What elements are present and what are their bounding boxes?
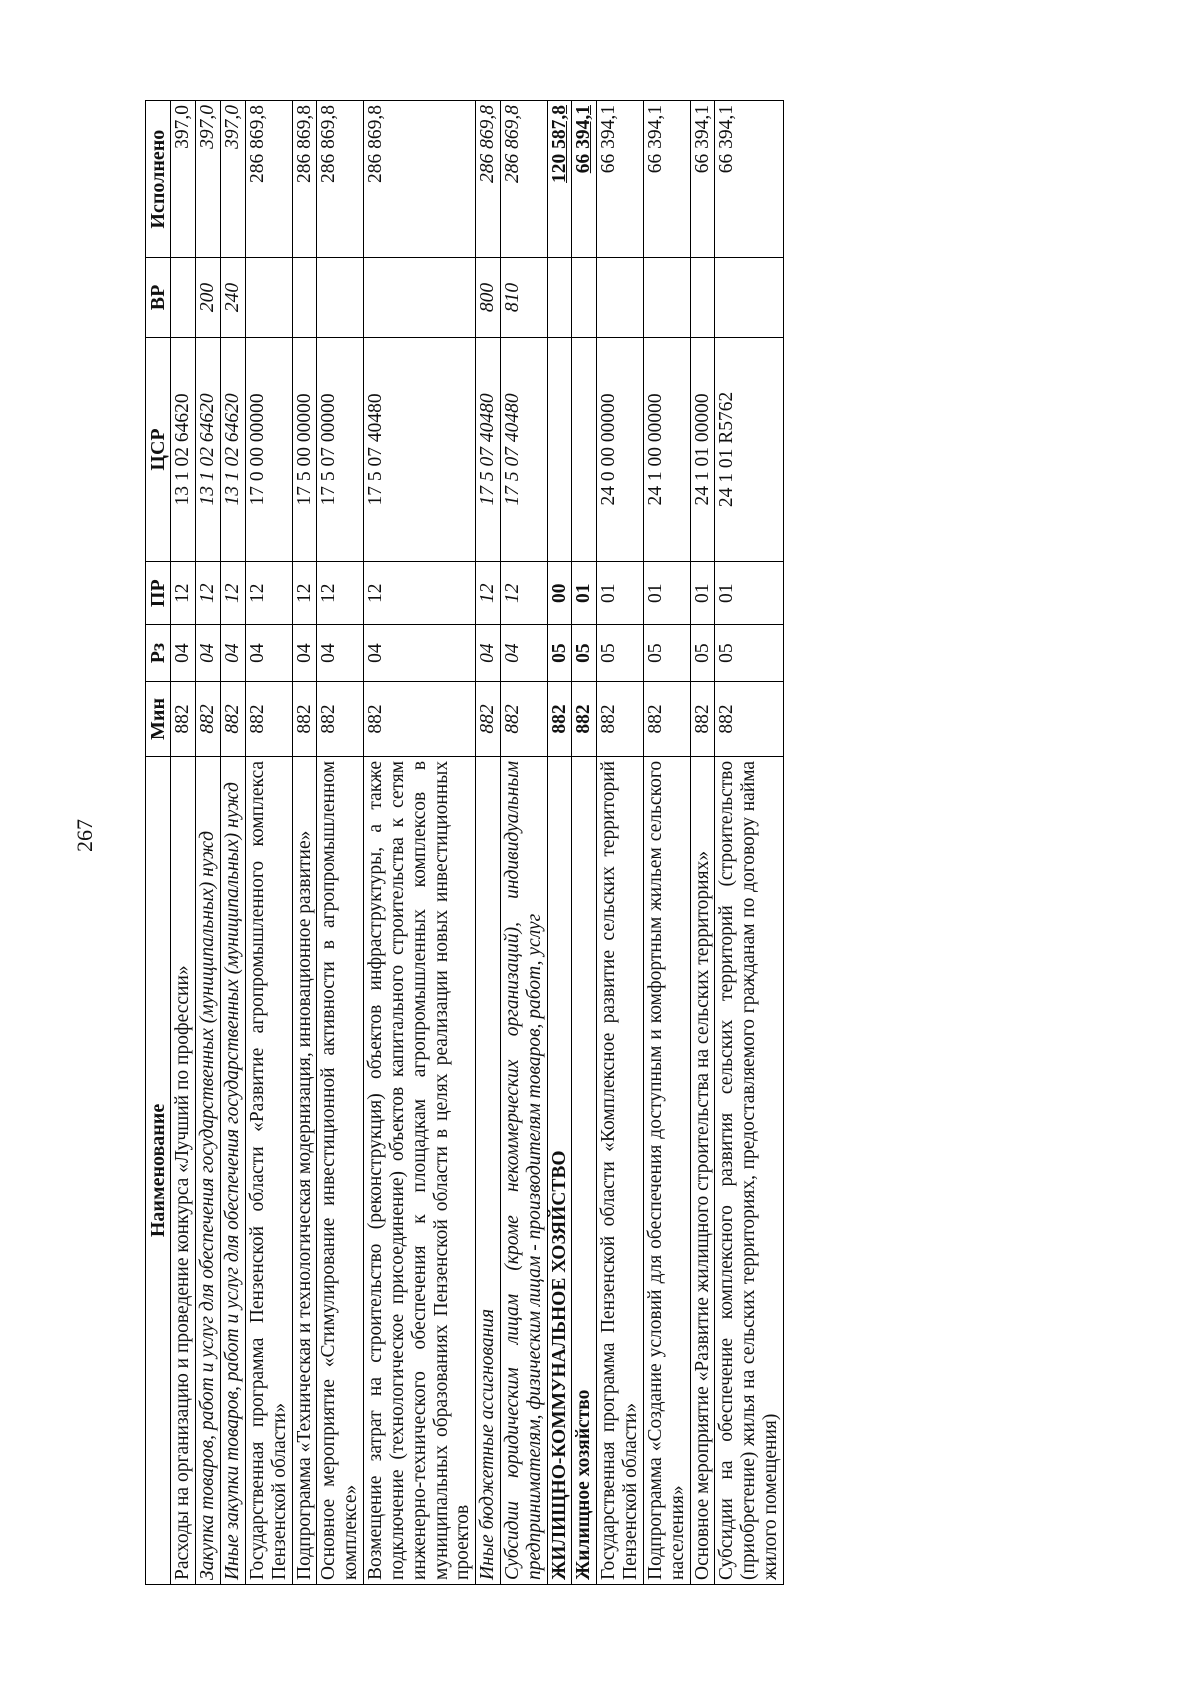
row-name: Государственная программа Пензенской области «Комплексное развитие сельских территорий Пензенской области» bbox=[597, 756, 644, 1584]
row-pr: 12 bbox=[196, 562, 221, 625]
row-vr: 800 bbox=[476, 258, 501, 337]
row-csr: 17 0 00 00000 bbox=[245, 337, 292, 562]
row-rz: 04 bbox=[196, 625, 221, 682]
row-amount: 286 869,8 bbox=[292, 101, 317, 258]
row-vr bbox=[364, 258, 476, 337]
budget-table bbox=[145, 100, 784, 1585]
row-min: 882 bbox=[597, 682, 644, 757]
row-name: Подпрограмма «Создание условий для обеспечения доступным и комфортным жильем сельского населения» bbox=[643, 756, 690, 1584]
row-rz: 05 bbox=[643, 625, 690, 682]
table-row bbox=[245, 101, 292, 1585]
row-vr bbox=[715, 258, 783, 337]
row-min: 882 bbox=[292, 682, 317, 757]
row-pr: 12 bbox=[245, 562, 292, 625]
row-min: 882 bbox=[572, 682, 597, 757]
row-pr: 00 bbox=[547, 562, 572, 625]
row-rz: 04 bbox=[171, 625, 196, 682]
header-pr: ПР bbox=[146, 562, 171, 625]
table-row bbox=[597, 101, 644, 1585]
row-pr: 12 bbox=[476, 562, 501, 625]
header-min: Мин bbox=[146, 682, 171, 757]
row-name: Возмещение затрат на строительство (реконструкция) объектов инфраструктуры, а также подключение (технологическое присоединение) объектов капитального строительства к сетям инженерно-технического обеспечения к площадкам агропромышленных комплексов в муниципальных образованиях Пензенской области в целях реализации новых инвестиционных проектов bbox=[364, 756, 476, 1584]
row-min: 882 bbox=[171, 682, 196, 757]
row-pr: 12 bbox=[500, 562, 547, 625]
row-pr: 01 bbox=[715, 562, 783, 625]
row-csr: 24 1 01 R5762 bbox=[715, 337, 783, 562]
row-vr bbox=[547, 258, 572, 337]
row-name: Основное мероприятие «Развитие жилищного строительства на сельских территориях» bbox=[690, 756, 715, 1584]
row-amount: 397,0 bbox=[221, 101, 246, 258]
row-min: 882 bbox=[547, 682, 572, 757]
row-rz: 05 bbox=[547, 625, 572, 682]
table-row-subsection bbox=[572, 101, 597, 1585]
row-vr bbox=[690, 258, 715, 337]
row-min: 882 bbox=[643, 682, 690, 757]
row-min: 882 bbox=[245, 682, 292, 757]
row-pr: 12 bbox=[171, 562, 196, 625]
rotated-table-container bbox=[145, 100, 1075, 1585]
row-csr: 17 5 07 40480 bbox=[500, 337, 547, 562]
row-csr: 17 5 07 40480 bbox=[476, 337, 501, 562]
table-row bbox=[196, 101, 221, 1585]
row-vr bbox=[292, 258, 317, 337]
row-name: Государственная программа Пензенской области «Развитие агропромышленного комплекса Пензенской области» bbox=[245, 756, 292, 1584]
row-amount: 286 869,8 bbox=[364, 101, 476, 258]
table-row bbox=[715, 101, 783, 1585]
row-min: 882 bbox=[690, 682, 715, 757]
row-amount: 66 394,1 bbox=[572, 101, 597, 258]
row-csr: 24 1 00 00000 bbox=[643, 337, 690, 562]
row-amount: 66 394,1 bbox=[715, 101, 783, 258]
table-row bbox=[317, 101, 364, 1585]
row-rz: 04 bbox=[245, 625, 292, 682]
table-row bbox=[364, 101, 476, 1585]
row-rz: 04 bbox=[292, 625, 317, 682]
table-row bbox=[643, 101, 690, 1585]
row-vr bbox=[597, 258, 644, 337]
table-row-section bbox=[547, 101, 572, 1585]
row-amount: 120 587,8 bbox=[547, 101, 572, 258]
row-vr bbox=[572, 258, 597, 337]
row-csr: 17 5 07 00000 bbox=[317, 337, 364, 562]
table-row bbox=[500, 101, 547, 1585]
row-amount: 66 394,1 bbox=[597, 101, 644, 258]
page-number: 267 bbox=[72, 819, 97, 852]
row-rz: 04 bbox=[500, 625, 547, 682]
row-name: ЖИЛИЩНО-КОММУНАЛЬНОЕ ХОЗЯЙСТВО bbox=[547, 756, 572, 1584]
row-name: Закупка товаров, работ и услуг для обеспечения государственных (муниципальных) нужд bbox=[196, 756, 221, 1584]
row-amount: 286 869,8 bbox=[317, 101, 364, 258]
table-header-row bbox=[146, 101, 171, 1585]
row-name: Субсидии юридическим лицам (кроме некоммерческих организаций), индивидуальным предпринимателям, физическим лицам - производителям товаров, работ, услуг bbox=[500, 756, 547, 1584]
row-csr bbox=[547, 337, 572, 562]
row-pr: 12 bbox=[292, 562, 317, 625]
header-rz: Рз bbox=[146, 625, 171, 682]
table-row bbox=[221, 101, 246, 1585]
row-vr bbox=[171, 258, 196, 337]
row-vr bbox=[643, 258, 690, 337]
row-rz: 04 bbox=[364, 625, 476, 682]
row-vr bbox=[317, 258, 364, 337]
row-amount: 66 394,1 bbox=[690, 101, 715, 258]
table-row bbox=[690, 101, 715, 1585]
row-name: Иные закупки товаров, работ и услуг для обеспечения государственных (муниципальных) нужд bbox=[221, 756, 246, 1584]
header-csr: ЦСР bbox=[146, 337, 171, 562]
row-min: 882 bbox=[500, 682, 547, 757]
row-csr: 17 5 00 00000 bbox=[292, 337, 317, 562]
table-row bbox=[476, 101, 501, 1585]
row-vr bbox=[245, 258, 292, 337]
row-pr: 01 bbox=[597, 562, 644, 625]
row-vr: 200 bbox=[196, 258, 221, 337]
row-name: Субсидии на обеспечение комплексного развития сельских территорий (строительство (приобретение) жилья на сельских территориях, предоставляемого гражданам по договору найма жилого помещения) bbox=[715, 756, 783, 1584]
table-row bbox=[171, 101, 196, 1585]
row-csr bbox=[572, 337, 597, 562]
header-ispolneno: Исполнено bbox=[146, 101, 171, 258]
row-rz: 05 bbox=[715, 625, 783, 682]
row-pr: 12 bbox=[221, 562, 246, 625]
table-row bbox=[292, 101, 317, 1585]
row-name: Жилищное хозяйство bbox=[572, 756, 597, 1584]
row-pr: 01 bbox=[572, 562, 597, 625]
row-min: 882 bbox=[476, 682, 501, 757]
row-min: 882 bbox=[317, 682, 364, 757]
row-amount: 286 869,8 bbox=[245, 101, 292, 258]
row-amount: 286 869,8 bbox=[500, 101, 547, 258]
row-pr: 12 bbox=[364, 562, 476, 625]
row-csr: 13 1 02 64620 bbox=[196, 337, 221, 562]
row-min: 882 bbox=[364, 682, 476, 757]
row-amount: 397,0 bbox=[171, 101, 196, 258]
row-vr: 810 bbox=[500, 258, 547, 337]
row-name: Основное мероприятие «Стимулирование инвестиционной активности в агропромышленном комплексе» bbox=[317, 756, 364, 1584]
row-pr: 12 bbox=[317, 562, 364, 625]
row-pr: 01 bbox=[643, 562, 690, 625]
row-vr: 240 bbox=[221, 258, 246, 337]
row-amount: 286 869,8 bbox=[476, 101, 501, 258]
row-min: 882 bbox=[196, 682, 221, 757]
row-name: Расходы на организацию и проведение конкурса «Лучший по профессии» bbox=[171, 756, 196, 1584]
row-pr: 01 bbox=[690, 562, 715, 625]
row-rz: 05 bbox=[690, 625, 715, 682]
row-amount: 397,0 bbox=[196, 101, 221, 258]
row-csr: 17 5 07 40480 bbox=[364, 337, 476, 562]
row-min: 882 bbox=[221, 682, 246, 757]
row-csr: 24 1 01 00000 bbox=[690, 337, 715, 562]
header-vr: ВР bbox=[146, 258, 171, 337]
row-csr: 13 1 02 64620 bbox=[171, 337, 196, 562]
row-name: Подпрограмма «Техническая и технологическая модернизация, инновационное развитие» bbox=[292, 756, 317, 1584]
row-min: 882 bbox=[715, 682, 783, 757]
row-csr: 24 0 00 00000 bbox=[597, 337, 644, 562]
row-rz: 04 bbox=[317, 625, 364, 682]
row-rz: 04 bbox=[476, 625, 501, 682]
row-amount: 66 394,1 bbox=[643, 101, 690, 258]
row-rz: 04 bbox=[221, 625, 246, 682]
row-name: Иные бюджетные ассигнования bbox=[476, 756, 501, 1584]
row-csr: 13 1 02 64620 bbox=[221, 337, 246, 562]
header-name: Наименование bbox=[146, 756, 171, 1584]
row-rz: 05 bbox=[572, 625, 597, 682]
row-rz: 05 bbox=[597, 625, 644, 682]
